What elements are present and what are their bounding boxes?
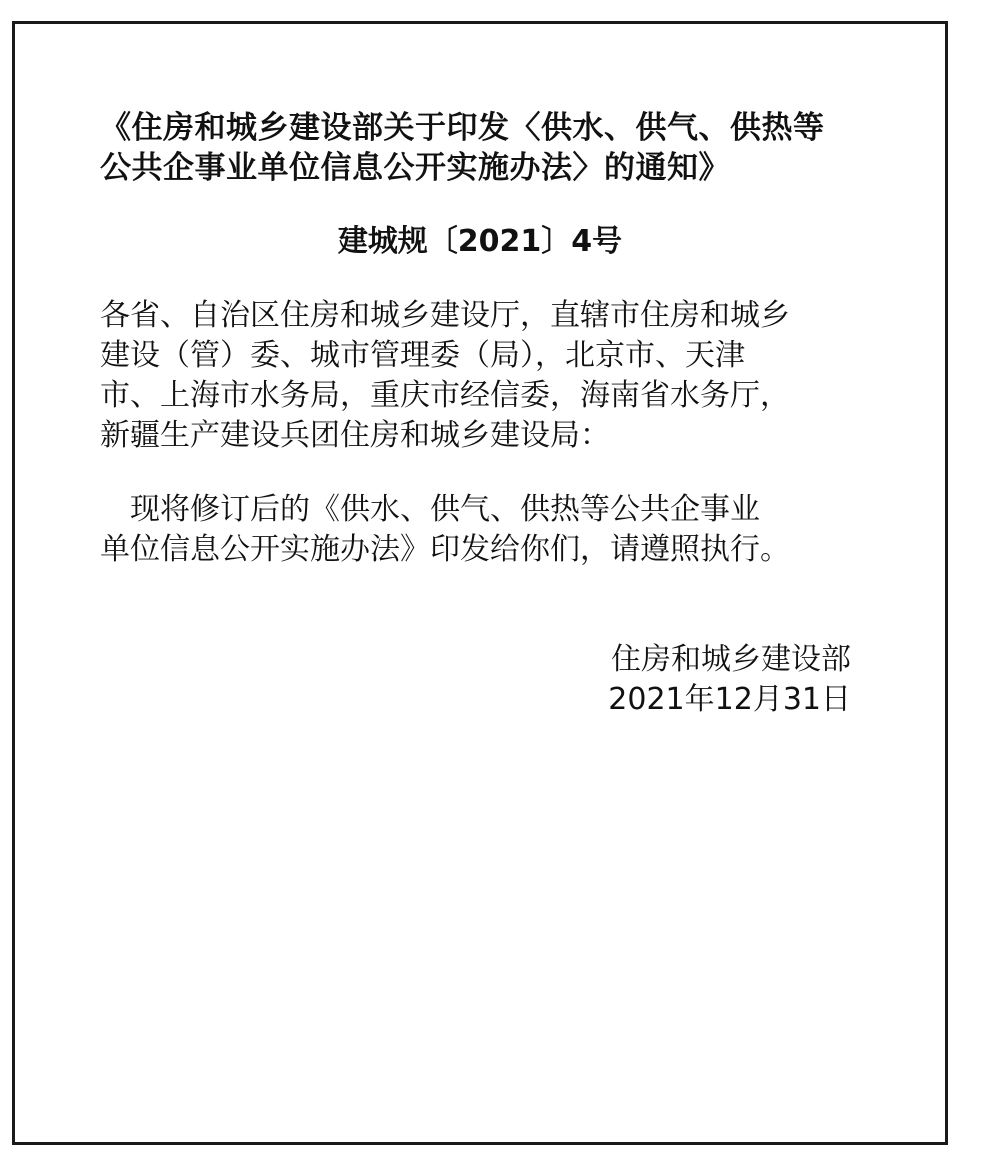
document-title (100, 108, 890, 188)
issuer-name: 住房和城乡建设部 (611, 642, 851, 677)
addressee-line: 各省、自治区住房和城乡建设厅，直辖市住房和城乡 (100, 298, 790, 333)
addressee-line: 新疆生产建设兵团住房和城乡建设局： (100, 418, 610, 453)
addressee-paragraph (100, 296, 900, 456)
document-number: 建城规〔2021〕4号 (337, 224, 623, 259)
document-frame (12, 21, 948, 1145)
addressee-line: 建设（管）委、城市管理委（局），北京市、天津 (100, 338, 745, 373)
body-paragraph (100, 490, 900, 570)
signature-block (608, 640, 851, 720)
title-line: 《住房和城乡建设部关于印发〈供水、供气、供热等 (100, 110, 825, 146)
issue-date: 2021年12月31日 (608, 682, 851, 717)
addressee-line: 市、上海市水务局，重庆市经信委，海南省水务厅， (100, 378, 790, 413)
title-line: 公共企事业单位信息公开实施办法〉的通知》 (100, 150, 730, 186)
body-line: 单位信息公开实施办法》印发给你们，请遵照执行。 (100, 532, 790, 567)
body-line: 现将修订后的《供水、供气、供热等公共企事业 (100, 492, 760, 527)
